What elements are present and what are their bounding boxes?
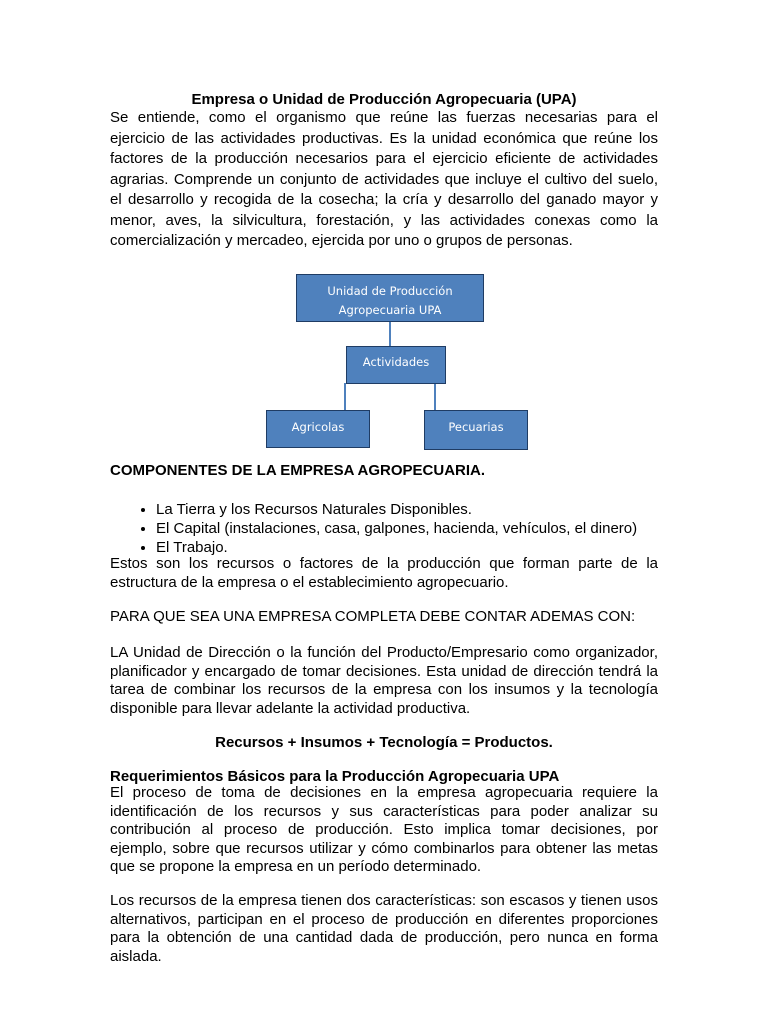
components-summary: Estos son los recursos o factores de la producción que forman parte de la estructura de la empresa o el establecimiento agropecuario. — [110, 555, 658, 591]
complete-heading: PARA QUE SEA UNA EMPRESA COMPLETA DEBE CONTAR ADEMAS CON: — [110, 608, 636, 625]
diagram-node-upa — [296, 274, 484, 322]
diagram-node-pecuarias — [424, 410, 528, 450]
document-title: Empresa o Unidad de Producción Agropecuaria (UPA) — [191, 91, 577, 108]
intro-paragraph: Se entiende, como el organismo que reúne las fuerzas necesarias para el ejercicio de las actividades productivas. Es la unidad económica que reúne los factores de la producción necesarios para el ejercicio eficiente de actividades agrarias. Comprende un conjunto de actividades que incluye el cultivo del suelo, el desarrollo y recogida de la cosecha; la cría y desarrollo del ganado mayor y menor, aves, la silvicultura, forestación, y las actividades conexas como la comercialización y mercadeo, ejercida por uno o grupos de personas. — [110, 109, 658, 249]
diagram-node-pecuarias-label: Pecuarias — [448, 420, 504, 434]
diagram-node-upa-line1: Unidad de Producción — [327, 284, 453, 298]
requirements-heading: Requerimientos Básicos para la Producción Agropecuaria UPA — [110, 768, 560, 785]
diagram-node-actividades-label: Actividades — [362, 355, 430, 369]
complete-paragraph: LA Unidad de Dirección o la función del Producto/Empresario como organizador, planificador y encargado de tomar decisiones. Esta unidad de dirección tendrá la tarea de combinar los recursos de la empresa con los insumos y la tecnología disponible para llevar adelante la actividad productiva. — [110, 644, 658, 717]
connector-middle-right — [434, 383, 436, 411]
connector-middle-left — [344, 383, 346, 411]
diagram-node-agricolas — [266, 410, 370, 448]
requirements-paragraph: El proceso de toma de decisiones en la empresa agropecuaria requiere la identificación de los recursos y sus características para poder analizar su contribución al proceso de producción. Esto implica tomar decisiones, por ejemplo, sobre que recursos utilizar y cómo combinarlos para obtener las metas que se propone la empresa en un período determinado. — [110, 784, 658, 875]
diagram-node-actividades — [346, 346, 446, 384]
diagram-node-upa-line2: Agropecuaria UPA — [338, 303, 442, 317]
components-list — [110, 500, 658, 557]
connector-root-middle — [389, 322, 391, 346]
components-heading: COMPONENTES DE LA EMPRESA AGROPECUARIA. — [110, 462, 486, 479]
diagram-node-agricolas-label: Agricolas — [291, 420, 345, 434]
formula-line: Recursos + Insumos + Tecnología = Productos. — [215, 734, 553, 751]
resources-paragraph: Los recursos de la empresa tienen dos características: son escasos y tienen usos alternativos, participan en el proceso de producción en diferentes proporciones para la obtención de una cantidad dada de producción, pero nunca en forma aislada. — [110, 892, 658, 965]
list-item: • La Tierra y los Recursos Naturales Disponibles. — [156, 500, 658, 519]
list-item: • El Trabajo. — [156, 538, 658, 557]
upa-diagram — [260, 268, 540, 454]
list-item: • El Capital (instalaciones, casa, galpones, hacienda, vehículos, el dinero) — [156, 519, 658, 538]
